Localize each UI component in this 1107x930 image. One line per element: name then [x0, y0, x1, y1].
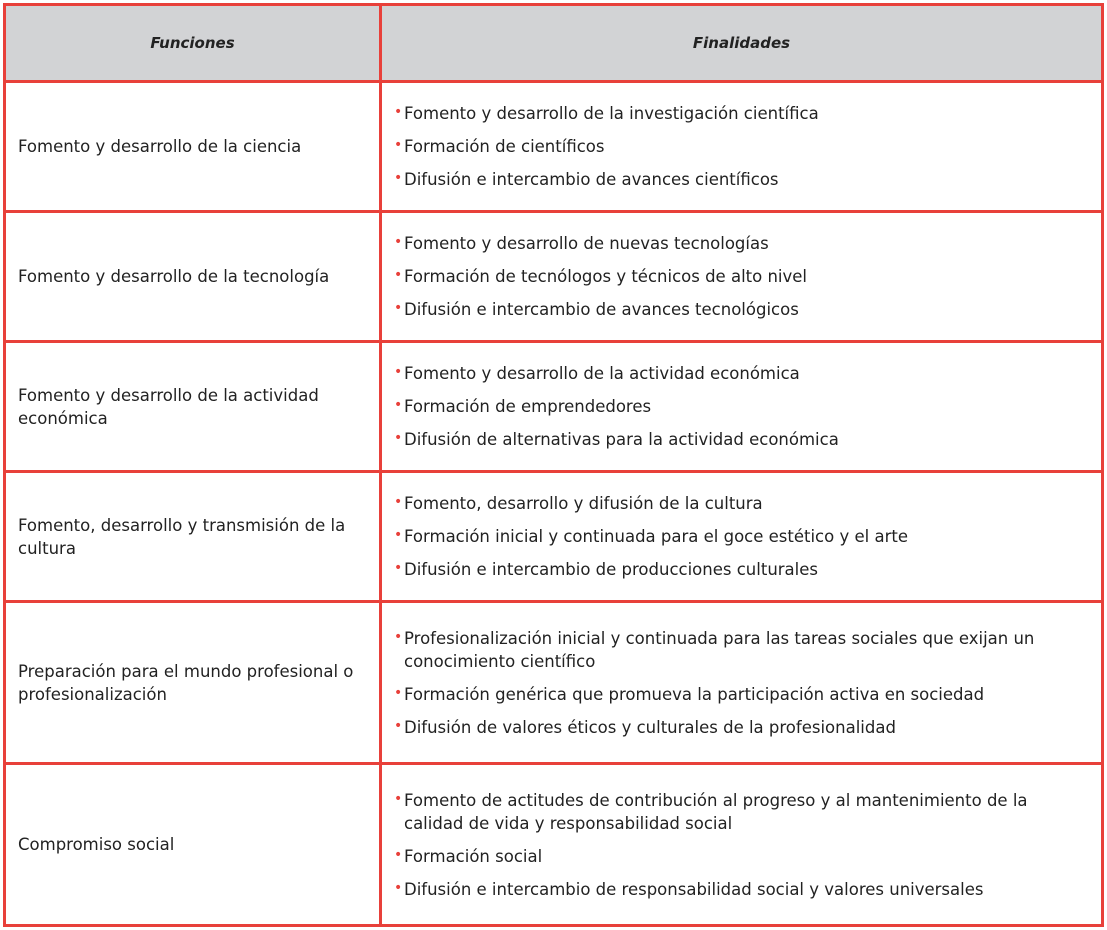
finalidades-list — [394, 627, 1089, 739]
funcion-cell: Fomento, desarrollo y transmisión de la cultura — [5, 472, 381, 602]
table-row — [5, 82, 1103, 212]
list-item: • Profesionalización inicial y continuada para las tareas sociales que exijan un conocimiento científico — [394, 627, 1089, 673]
finalidades-cell — [381, 212, 1103, 342]
list-item: • Fomento de actitudes de contribución al progreso y al mantenimiento de la calidad de vida y responsabilidad social — [394, 789, 1089, 835]
list-item: • Difusión de valores éticos y culturales de la profesionalidad — [394, 716, 1089, 739]
list-item: • Fomento y desarrollo de la actividad económica — [394, 362, 1089, 385]
list-item: • Formación de tecnólogos y técnicos de alto nivel — [394, 265, 1089, 288]
list-item: • Formación genérica que promueva la participación activa en sociedad — [394, 683, 1089, 706]
finalidades-cell — [381, 472, 1103, 602]
list-item: • Fomento y desarrollo de la investigación científica — [394, 102, 1089, 125]
finalidades-list — [394, 492, 1089, 581]
funcion-cell: Compromiso social — [5, 764, 381, 926]
funcion-cell: Preparación para el mundo profesional o profesionalización — [5, 602, 381, 764]
list-item: • Difusión e intercambio de responsabilidad social y valores universales — [394, 878, 1089, 901]
table-row — [5, 212, 1103, 342]
header-finalidades: Finalidades — [381, 5, 1103, 82]
finalidades-list — [394, 102, 1089, 191]
finalidades-cell — [381, 764, 1103, 926]
table-row — [5, 342, 1103, 472]
list-item: • Formación de emprendedores — [394, 395, 1089, 418]
list-item: • Difusión e intercambio de avances científicos — [394, 168, 1089, 191]
table-row — [5, 764, 1103, 926]
finalidades-cell — [381, 602, 1103, 764]
list-item: • Formación social — [394, 845, 1089, 868]
funcion-cell: Fomento y desarrollo de la tecnología — [5, 212, 381, 342]
table-row — [5, 602, 1103, 764]
list-item: • Formación de científicos — [394, 135, 1089, 158]
finalidades-list — [394, 232, 1089, 321]
list-item: • Formación inicial y continuada para el goce estético y el arte — [394, 525, 1089, 548]
funciones-table — [3, 3, 1104, 927]
finalidades-list — [394, 362, 1089, 451]
finalidades-cell — [381, 342, 1103, 472]
finalidades-list — [394, 789, 1089, 901]
list-item: • Difusión de alternativas para la actividad económica — [394, 428, 1089, 451]
list-item: • Fomento, desarrollo y difusión de la cultura — [394, 492, 1089, 515]
list-item: • Fomento y desarrollo de nuevas tecnologías — [394, 232, 1089, 255]
finalidades-cell — [381, 82, 1103, 212]
list-item: • Difusión e intercambio de producciones culturales — [394, 558, 1089, 581]
table-row — [5, 472, 1103, 602]
header-row — [5, 5, 1103, 82]
list-item: • Difusión e intercambio de avances tecnológicos — [394, 298, 1089, 321]
funcion-cell: Fomento y desarrollo de la actividad económica — [5, 342, 381, 472]
header-funciones: Funciones — [5, 5, 381, 82]
funcion-cell: Fomento y desarrollo de la ciencia — [5, 82, 381, 212]
